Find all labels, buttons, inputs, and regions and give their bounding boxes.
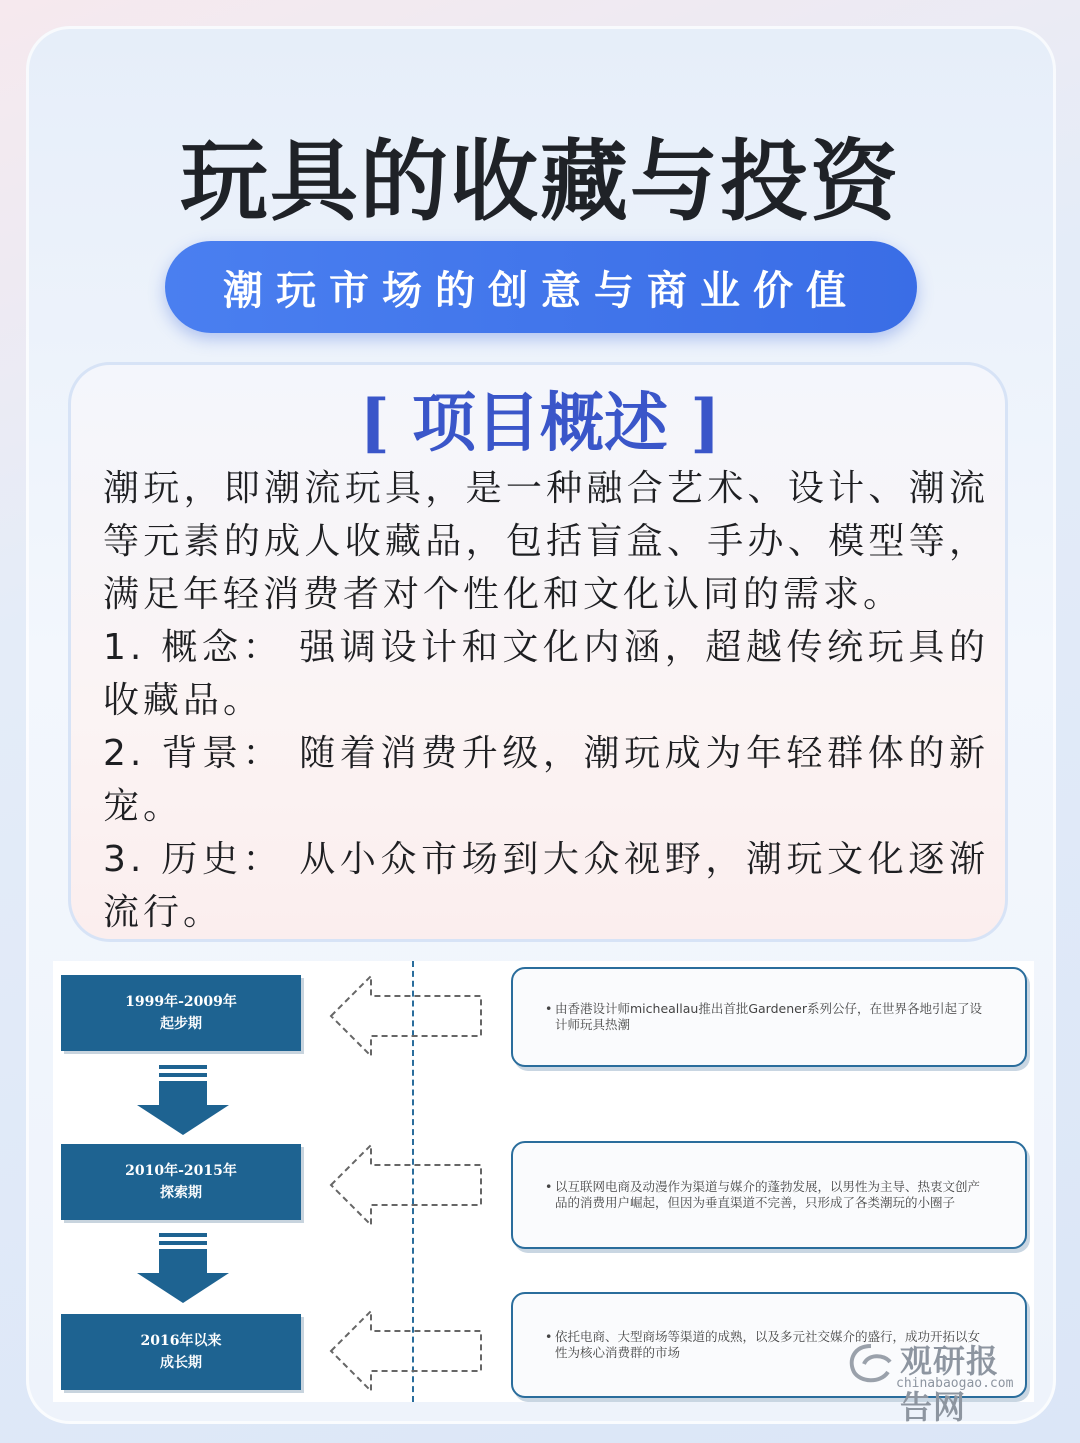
left-arrow-icon [323,1301,493,1401]
watermark [796,1336,1026,1426]
stage-desc-text: • 依托电商、大型商场等渠道的成熟，以及多元社交媒介的盛行，成功开拓以女性为核心消费群的市场 [555,1329,985,1361]
page-title: 玩具的收藏与投资 [179,129,900,233]
stage-name: 成长期 [160,1355,202,1371]
overview-heading: [ 项目概述 ] [359,386,721,461]
stage-desc-text: • 以互联网电商及动漫作为渠道与媒介的蓬勃发展，以男性为主导、热衷文创产品的消费用户崛起，但因为垂直渠道不完善，只形成了各类潮玩的小圈子 [555,1179,985,1211]
watermark-en: chinabaogao.com [896,1376,1014,1391]
stage-years: 2016年以来 [140,1333,222,1349]
down-arrow-icon [133,1065,233,1137]
stage-name: 探索期 [160,1185,202,1201]
watermark-cn: 观研报告网 [900,1342,1000,1426]
overview-point [103,621,989,727]
stage-years: 2010年-2015年 [125,1163,237,1179]
left-arrow-icon [323,1135,493,1235]
subtitle-banner [165,241,917,333]
watermark-logo-icon [846,1342,896,1386]
point-label: 1. 概念： [103,627,284,668]
point-text: 强调设计和文化内涵，超越传统玩具的收藏品。 [103,627,989,721]
stage-description [511,967,1027,1067]
stage-box [61,1144,301,1220]
point-label: 2. 背景： [103,733,284,774]
overview-intro: 潮玩，即潮流玩具，是一种融合艺术、设计、潮流等元素的成人收藏品，包括盲盒、手办、模型等，满足年轻消费者对个性化和文化认同的需求。 [103,468,989,615]
overview-point [103,833,989,939]
down-arrow-icon [133,1233,233,1305]
stage-box [61,975,301,1051]
overview-body [103,462,989,939]
stage-desc-text: • 由香港设计师micheallau推出首批Gardener系列公仔，在世界各地引起了设计师玩具热潮 [555,1001,985,1033]
point-text: 从小众市场到大众视野，潮玩文化逐渐流行。 [103,839,989,933]
left-arrow-icon [323,966,493,1066]
stage-name: 起步期 [160,1016,202,1032]
stage-box [61,1314,301,1390]
stage-description [511,1141,1027,1249]
overview-point [103,727,989,833]
stage-years: 1999年-2009年 [125,994,237,1010]
subtitle-text: 潮玩市场的创意与商业价值 [223,267,859,314]
point-text: 随着消费升级，潮玩成为年轻群体的新宠。 [103,733,989,827]
point-label: 3. 历史： [103,839,284,880]
